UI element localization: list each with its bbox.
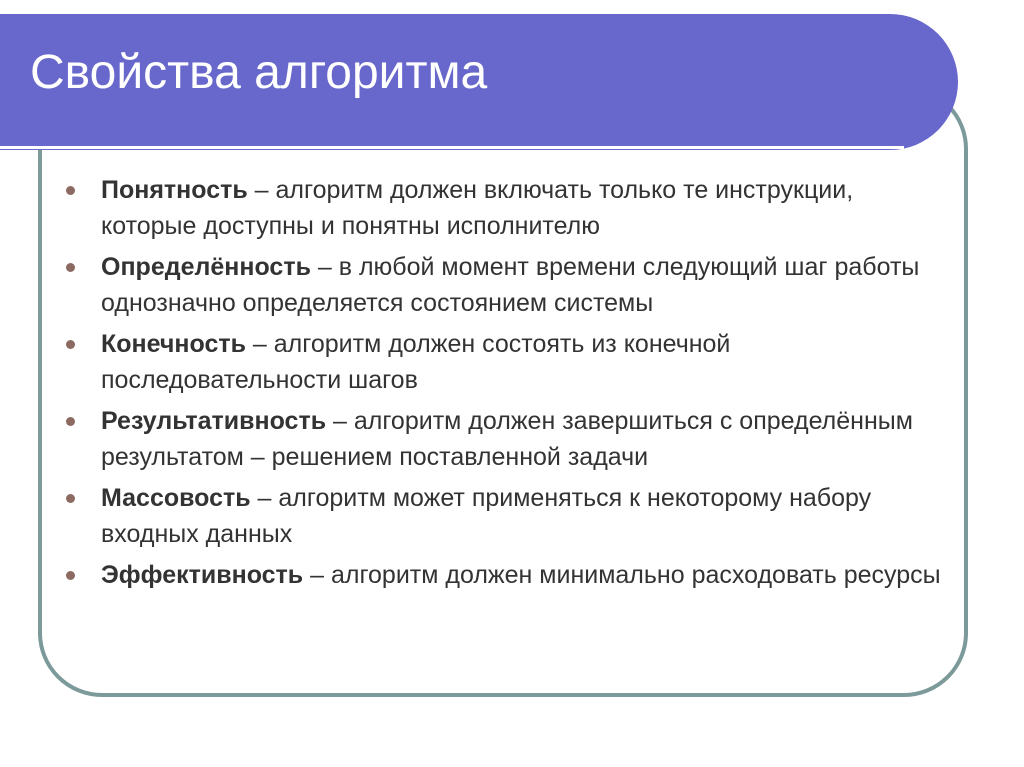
- bullet-icon: [66, 571, 75, 580]
- property-description: – алгоритм должен минимально расходовать ресурсы: [303, 561, 941, 589]
- list-item: [64, 249, 944, 321]
- bullet-list: [64, 172, 944, 598]
- list-item: [64, 403, 944, 475]
- list-item: [64, 557, 944, 593]
- list-item: [64, 480, 944, 552]
- property-description: – алгоритм должен включать только те инструкции, которые доступны и понятны исполнителю: [101, 176, 854, 240]
- bullet-icon: [66, 494, 75, 503]
- bullet-icon: [66, 186, 75, 195]
- bullet-icon: [66, 263, 75, 272]
- bullet-icon: [66, 340, 75, 349]
- property-term: Понятность: [101, 176, 248, 204]
- slide-title: Свойства алгоритма: [30, 46, 488, 99]
- property-term: Массовость: [101, 484, 251, 512]
- property-term: Определённость: [101, 253, 311, 281]
- property-term: Конечность: [101, 330, 246, 358]
- list-item: [64, 172, 944, 244]
- bullet-icon: [66, 417, 75, 426]
- property-description: – в любой момент времени следующий шаг работы однозначно определяется состоянием системы: [101, 253, 920, 317]
- property-term: Результативность: [101, 407, 327, 435]
- property-description: – алгоритм должен состоять из конечной последовательности шагов: [101, 330, 731, 394]
- property-description: – алгоритм может применяться к некоторому набору входных данных: [101, 484, 872, 548]
- title-underline: [0, 146, 904, 149]
- property-description: – алгоритм должен завершиться с определённым результатом – решением поставленной задачи: [101, 407, 913, 471]
- list-item: [64, 326, 944, 398]
- property-term: Эффективность: [101, 561, 304, 589]
